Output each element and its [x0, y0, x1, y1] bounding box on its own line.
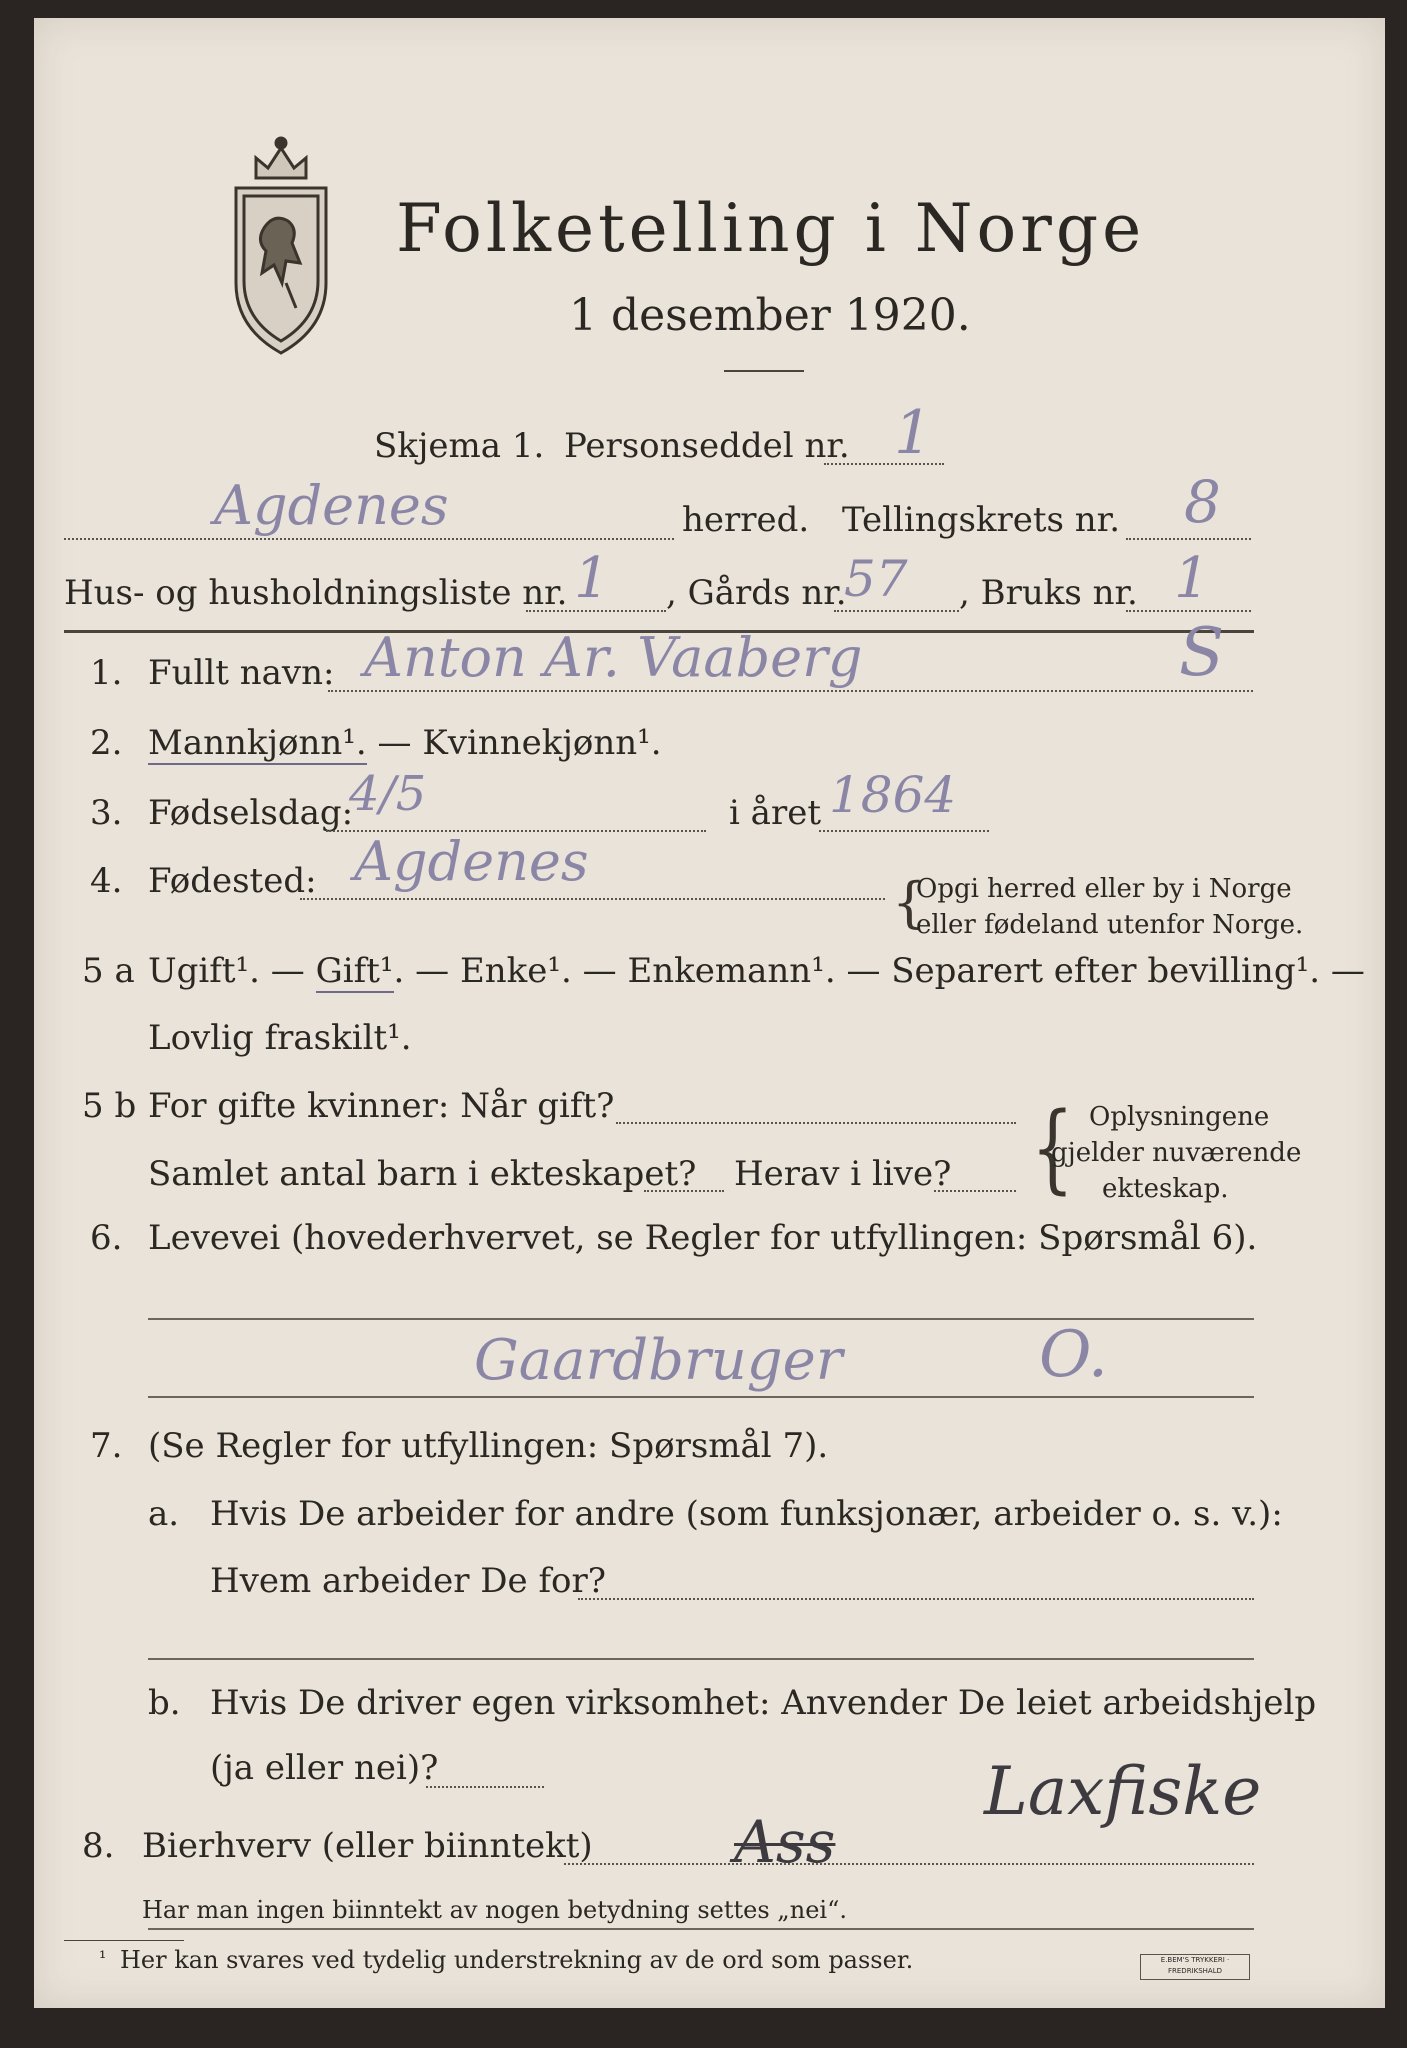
q7a-line2: Hvem arbeider De for?	[210, 1561, 606, 1601]
q8-value: Laxfiske	[984, 1753, 1262, 1830]
q4-brace: {	[892, 871, 927, 934]
bruks-label: , Bruks nr.	[959, 573, 1138, 613]
q5b-line2a: Samlet antal barn i ekteskapet?	[148, 1154, 697, 1194]
q7-number: 7.	[90, 1426, 123, 1466]
q5a-number: 5 a	[82, 951, 135, 991]
q6-mark: O.	[1039, 1318, 1109, 1392]
q8-line	[564, 1863, 1254, 1865]
q3-year-value: 1864	[829, 766, 957, 824]
q7a-extra-line	[148, 1658, 1254, 1660]
q5b-brace: {	[1031, 1092, 1074, 1204]
printer-stamp	[1140, 1954, 1250, 1980]
q7-label: (Se Regler for utfyllingen: Spørsmål 7).	[148, 1426, 829, 1466]
q1-number: 1.	[90, 653, 123, 693]
title-rule	[724, 370, 804, 372]
q7a-line1: Hvis De arbeider for andre (som funksjonær, arbeider o. s. v.):	[210, 1494, 1283, 1534]
q5b-note-1: Oplysningene	[1089, 1102, 1270, 1132]
q8-value-struck: Ass	[734, 1808, 836, 1876]
q7a-employer-line	[578, 1598, 1254, 1600]
q6-number: 6.	[90, 1218, 123, 1258]
personseddel-label: Personseddel nr.	[564, 426, 850, 466]
q6-label: Levevei (hovederhvervet, se Regler for utfyllingen: Spørsmål 6).	[148, 1218, 1258, 1258]
q4-note-1: Opgi herred eller by i Norge	[916, 874, 1292, 904]
footnote-text: Her kan svares ved tydelig understrekning av de ord som passer.	[120, 1946, 914, 1974]
q5b-line2b: Herav i live?	[734, 1154, 952, 1194]
footer-note: Har man ingen biinntekt av nogen betydning settes „nei“.	[142, 1896, 847, 1924]
q7b-letter: b.	[148, 1683, 181, 1723]
tellingskrets-value: 8	[1184, 468, 1221, 536]
q1-value: Anton Ar. Vaaberg	[364, 626, 863, 689]
q1-line	[328, 690, 1253, 692]
tellingskrets-line	[1126, 538, 1251, 540]
q2-separator: —	[366, 723, 423, 763]
q2-number: 2.	[90, 723, 123, 763]
q4-note-2: eller fødeland utenfor Norge.	[916, 910, 1304, 940]
q3-number: 3.	[90, 793, 123, 833]
tellingskrets-label: Tellingskrets nr.	[842, 500, 1121, 540]
q4-line	[300, 898, 885, 900]
q2-male: Mannkjønn¹.	[148, 723, 367, 763]
hus-value: 1	[574, 546, 610, 611]
q5b-alive-line	[934, 1190, 1016, 1192]
q2-options	[148, 723, 662, 763]
q5a-rest: . — Enke¹. — Enkemann¹. — Separert efter bevilling¹. —	[393, 951, 1365, 991]
q7b-line1: Hvis De driver egen virksomhet: Anvender De leiet arbeidshjelp	[210, 1683, 1317, 1723]
footnote-rule	[64, 1940, 184, 1941]
q6-line-2	[148, 1396, 1254, 1398]
herred-line	[64, 538, 674, 540]
q1-label: Fullt navn:	[148, 653, 335, 693]
q5b-married-line	[616, 1122, 1016, 1124]
personseddel-value: 1	[894, 398, 933, 468]
q5a-gift: Gift¹	[315, 951, 394, 991]
q4-value: Agdenes	[354, 830, 589, 893]
herred-value: Agdenes	[214, 474, 449, 537]
q3-label: Fødselsdag:	[148, 793, 354, 833]
q5b-children-line	[644, 1190, 724, 1192]
q5b-line1: For gifte kvinner: Når gift?	[148, 1086, 615, 1126]
q8-label: Bierhverv (eller biinntekt)	[142, 1826, 593, 1866]
bruks-value: 1	[1174, 546, 1210, 611]
q7b-answer-line	[426, 1786, 544, 1788]
q3-year-label: i året	[729, 793, 821, 833]
gards-line	[834, 610, 959, 612]
q3-value: 4/5	[349, 766, 427, 822]
q3-year-line	[819, 830, 989, 832]
schema-label: Skjema 1.	[374, 426, 545, 466]
hus-label: Hus- og husholdningsliste nr.	[64, 573, 568, 613]
q5a-options	[148, 951, 1365, 991]
q4-label: Fødested:	[148, 861, 317, 901]
q5b-number: 5 b	[82, 1086, 137, 1126]
q7a-letter: a.	[148, 1494, 180, 1534]
form-date: 1 desember 1920.	[569, 290, 971, 341]
census-form	[34, 18, 1385, 2008]
q5a-line2: Lovlig fraskilt¹.	[148, 1018, 412, 1058]
q4-number: 4.	[90, 861, 123, 901]
q5b-note-2: gjelder nuværende	[1051, 1138, 1302, 1168]
footnote-mark: ¹	[99, 1948, 107, 1969]
gards-label: , Gårds nr.	[666, 573, 847, 613]
q2-female: Kvinnekjønn¹.	[422, 723, 662, 763]
printer-stamp-text: E.BEM'S TRYKKERI · FREDRIKSHALD	[1160, 1956, 1230, 1975]
q6-value: Gaardbruger	[474, 1328, 843, 1393]
herred-label: herred.	[682, 500, 810, 540]
gards-value: 57	[844, 550, 908, 608]
q5b-note-3: ekteskap.	[1102, 1174, 1229, 1204]
q1-mark: S	[1179, 614, 1225, 691]
q8-number: 8.	[82, 1826, 115, 1866]
q5a-ugift: Ugift¹.	[148, 951, 260, 991]
q8-extra-line	[148, 1928, 1254, 1930]
coat-of-arms-icon	[226, 133, 336, 358]
q5a-separator: —	[259, 951, 316, 991]
form-title: Folketelling i Norge	[396, 190, 1146, 267]
q7b-line2: (ja eller nei)?	[210, 1748, 439, 1788]
